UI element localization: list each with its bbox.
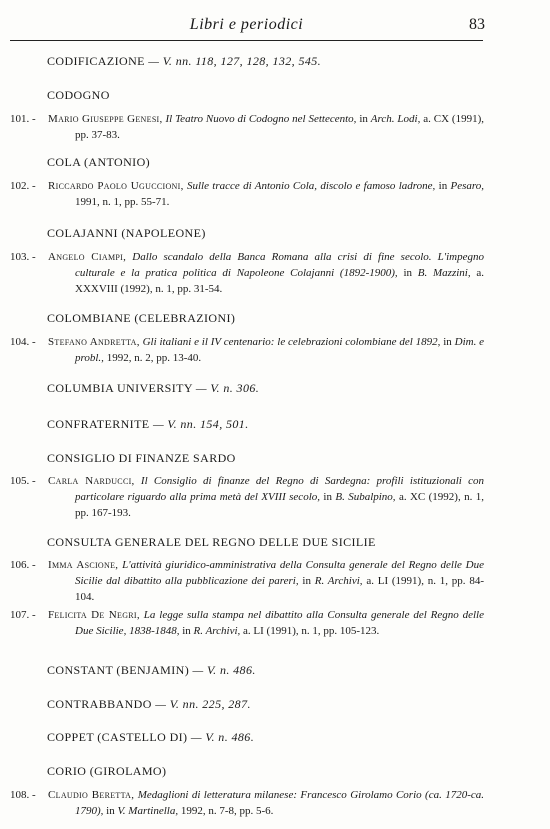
running-title: Libri e periodici [189,16,304,33]
entry-107: 107. - Felicita De Negri, La legge sulla stampa nel dibattito alla Consulta generale del Regno delle Due Sicilie, 1838-1848, in R. Archivi, a. LI (1991), n. 1, pp. 105-123. [10,609,484,637]
entry-101: 101. - Mario Giuseppe Genesi, Il Teatro Nuovo di Codogno nel Settecento, in Arch. Lodi, a. CX (1991), pp. 37-83. [10,113,484,141]
entry-105: 105. - Carla Narducci, Il Consiglio di finanze del Regno di Sardegna: profili istituzionali con particolare riguardo alla prima metà del XVIII secolo, in B. Subalpino, a. XC (1992), n. 1, pp. 167-193. [10,475,485,519]
entry-106: 106. - Imma Ascione, L'attività giuridico-amministrativa della Consulta generale del Regno delle Due Sicilie dal dibattito alla pubblicazione dei pareri, in R. Archivi, a. LI (1991), n. 1, pp. 84-104. [10,559,485,603]
entry-103: 103. - Angelo Ciampi, Dallo scandalo della Banca Romana alla crisi di fine secolo. L'impegno culturale e la pratica politica di Napoleone Colajanni (1892-1900), in B. Mazzini, a. XXXVIII (1992), n. 1, pp. 31-54. [10,251,485,295]
page-number: 83 [469,16,485,33]
heading-columbia-university: COLUMBIA UNIVERSITY — V. n. 306. [47,381,260,395]
entry-108: 108. - Claudio Beretta, Medaglioni di letteratura milanese: Francesco Girolamo Corio (ca. 1720-ca. 1790), in V. Martinella, 1992, n. 7-8, pp. 5-6. [10,789,485,817]
heading-corio: CORIO (GIROLAMO) [47,764,167,778]
heading-consulta-generale: CONSULTA GENERALE DEL REGNO DELLE DUE SICILIE [47,535,376,549]
entry-104: 104. - Stefano Andretta, Gli italiani e il IV centenario: le celebrazioni colombiane del 1892, in Dim. e probl., 1992, n. 2, pp. 13-40. [10,336,485,364]
heading-constant: CONSTANT (BENJAMIN) — V. n. 486. [47,663,256,677]
heading-codogno: CODOGNO [47,88,110,102]
heading-consiglio-di-finanze: CONSIGLIO DI FINANZE SARDO [47,451,236,465]
heading-colajanni: COLAJANNI (NAPOLEONE) [47,226,206,240]
heading-codificazione: CODIFICAZIONE — V. nn. 118, 127, 128, 132, 545. [47,54,322,68]
heading-confraternite: CONFRATERNITE — V. nn. 154, 501. [47,417,249,431]
heading-contrabbando: CONTRABBANDO — V. nn. 225, 287. [47,697,251,711]
running-header [10,14,483,41]
heading-cola: COLA (ANTONIO) [47,155,151,169]
heading-coppet: COPPET (CASTELLO DI) — V. n. 486. [47,730,255,744]
heading-colombiane: COLOMBIANE (CELEBRAZIONI) [47,311,236,325]
entry-102: 102. - Riccardo Paolo Uguccioni, Sulle tracce di Antonio Cola, discolo e famoso ladrone, in Pesaro, 1991, n. 1, pp. 55-71. [10,180,485,208]
